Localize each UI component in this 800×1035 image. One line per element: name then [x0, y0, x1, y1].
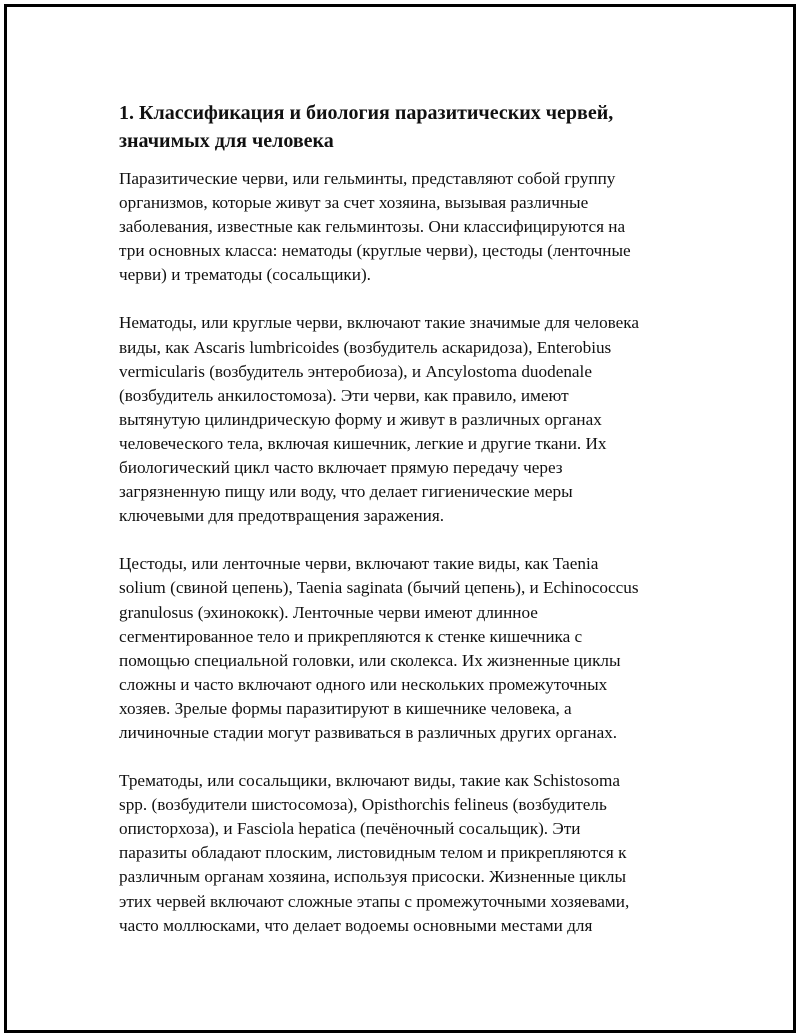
- text-line: сегментированное тело и прикрепляются к стенке кишечника с: [119, 626, 583, 646]
- text-line: spp. (возбудители шистосомоза), Opisthorchis felineus (возбудитель: [119, 795, 607, 815]
- text-line: помощью специальной головки, или сколекса. Их жизненные циклы: [119, 650, 621, 670]
- heading-line: значимых для человека: [119, 130, 334, 152]
- text-line: Трематоды, или сосальщики, включают виды, такие как Schistosoma: [119, 771, 621, 791]
- paragraph-nematodes: [119, 311, 699, 528]
- text-line: (возбудитель анкилостомоза). Эти черви, как правило, имеют: [119, 385, 569, 405]
- document-body: [119, 99, 699, 962]
- text-line: хозяев. Зрелые формы паразитируют в кишечнике человека, а: [119, 698, 572, 718]
- text-line: черви) и трематоды (сосальщики).: [119, 265, 371, 285]
- text-line: vermicularis (возбудитель энтеробиоза), и Ancylostoma duodenale: [119, 361, 592, 381]
- text-line: виды, как Ascaris lumbricoides (возбудитель аскаридоза), Enterobius: [119, 337, 612, 357]
- text-line: solium (свиной цепень), Taenia saginata (бычий цепень), и Echinococcus: [119, 578, 639, 598]
- text-line: различным органам хозяина, используя присоски. Жизненные циклы: [119, 867, 627, 887]
- page-border: [4, 4, 796, 1033]
- text-line: загрязненную пищу или воду, что делает гигиенические меры: [119, 482, 573, 502]
- section-heading: [119, 99, 699, 155]
- text-line: Цестоды, или ленточные черви, включают такие виды, как Taenia: [119, 554, 599, 574]
- text-line: Паразитические черви, или гельминты, представляют собой группу: [119, 169, 616, 188]
- text-line: заболевания, известные как гельминтозы. Они классифицируются на: [119, 217, 626, 237]
- text-line: этих червей включают сложные этапы с промежуточными хозяевами,: [119, 891, 630, 911]
- text-line: часто моллюсками, что делает водоемы основными местами для: [119, 915, 593, 935]
- text-line: организмов, которые живут за счет хозяина, вызывая различные: [119, 193, 589, 213]
- text-line: три основных класса: нематоды (круглые черви), цестоды (ленточные: [119, 241, 631, 261]
- text-line: личиночные стадии могут развиваться в различных других органах.: [119, 722, 618, 742]
- text-line: Нематоды, или круглые черви, включают такие значимые для человека: [119, 313, 640, 333]
- text-line: описторхоза), и Fasciola hepatica (печёночный сосальщик). Эти: [119, 819, 581, 839]
- text-line: сложны и часто включают одного или нескольких промежуточных: [119, 674, 608, 694]
- paragraph-trematodes: [119, 769, 699, 938]
- text-line: биологический цикл часто включает прямую передачу через: [119, 458, 563, 478]
- paragraph-intro: [119, 167, 699, 287]
- text-line: вытянутую цилиндрическую форму и живут в различных органах: [119, 409, 602, 429]
- text-line: granulosus (эхинококк). Ленточные черви имеют длинное: [119, 602, 538, 622]
- text-line: паразиты обладают плоским, листовидным телом и прикрепляются к: [119, 843, 627, 863]
- paragraph-cestodes: [119, 552, 699, 745]
- text-line: человеческого тела, включая кишечник, легкие и другие ткани. Их: [119, 433, 607, 453]
- text-line: ключевыми для предотвращения заражения.: [119, 506, 445, 526]
- heading-line: 1. Классификация и биология паразитических червей,: [119, 102, 614, 124]
